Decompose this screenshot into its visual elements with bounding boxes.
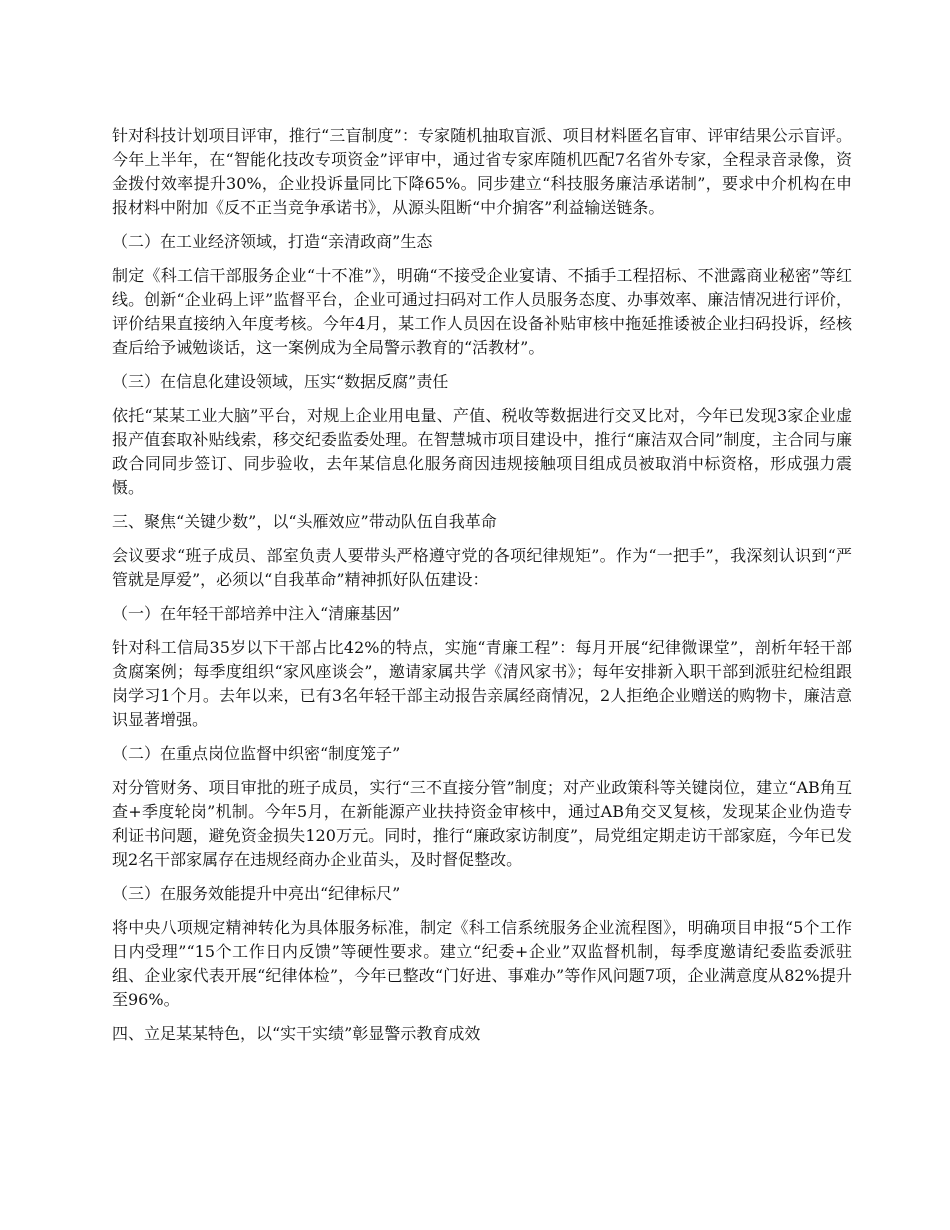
section-heading-service-efficiency: （三）在服务效能提升中亮出“纪律标尺” [112, 884, 401, 903]
body-paragraph-2: 制定《科工信干部服务企业“十不准”》，明确“不接受企业宴请、不插手工程招标、不泄露商业秘密”等红线。创新“企业码上评”监督平台，企业可通过扫码对工作人员服务态度、办事效率、廉洁情况进行评价，评价结果直接纳入年度考核。今年4月，某工作人员因在设备补贴审核中拖延推诿被企业扫码投诉，经核查后给予诫勉谈话，这一案例成为全局警示教育的“活教材”。 [112, 266, 852, 357]
section-heading-key-posts: （二）在重点岗位监督中织密“制度笼子” [112, 744, 401, 763]
body-paragraph-6: 对分管财务、项目审批的班子成员，实行“三不直接分管”制度；对产业政策科等关键岗位，建立“AB角互查+季度轮岗”机制。今年5月，在新能源产业扶持资金审核中，通过AB角交叉复核，发现某企业伪造专利证书问题，避免资金损失120万元。同时，推行“廉政家访制度”，局党组定期走访干部家庭，今年已发现2名干部家属存在违规经商办企业苗头，及时督促整改。 [112, 778, 852, 869]
body-paragraph-7: 将中央八项规定精神转化为具体服务标准，制定《科工信系统服务企业流程图》，明确项目申报“5个工作日内受理”“15个工作日内反馈”等硬性要求。建立“纪委+企业”双监督机制，每季度邀请纪委监委派驻组、企业家代表开展“纪律体检”，今年已整改“门好进、事难办”等作风问题7项，企业满意度从82%提升至96%。 [112, 918, 852, 1009]
section-heading-industrial-economy: （二）在工业经济领域，打造“亲清政商”生态 [112, 232, 433, 251]
body-paragraph-4: 会议要求“班子成员、部室负责人要带头严格遵守党的各项纪律规矩”。作为“一把手”，我深刻认识到“严管就是厚爱”，必须以“自我革命”精神抓好队伍建设： [112, 546, 852, 589]
section-heading-young-cadres: （一）在年轻干部培养中注入“清廉基因” [112, 604, 401, 623]
section-heading-key-minority: 三、聚焦“关键少数”，以“头雁效应”带动队伍自我革命 [112, 512, 497, 531]
document-page [112, 124, 852, 1056]
section-heading-local-features: 四、立足某某特色，以“实干实绩”彰显警示教育成效 [112, 1024, 481, 1043]
section-heading-informatization: （三）在信息化建设领域，压实“数据反腐”责任 [112, 372, 449, 391]
body-paragraph-3: 依托“某某工业大脑”平台，对规上企业用电量、产值、税收等数据进行交叉比对，今年已发现3家企业虚报产值套取补贴线索，移交纪委监委处理。在智慧城市项目建设中，推行“廉洁双合同”制度，主合同与廉政合同同步签订、同步验收，去年某信息化服务商因违规接触项目组成员被取消中标资格，形成强力震慑。 [112, 406, 852, 497]
body-paragraph-1: 针对科技计划项目评审，推行“三盲制度”：专家随机抽取盲派、项目材料匿名盲审、评审结果公示盲评。今年上半年，在“智能化技改专项资金”评审中，通过省专家库随机匹配7名省外专家，全程录音录像，资金拨付效率提升30%，企业投诉量同比下降65%。同步建立“科技服务廉洁承诺制”，要求中介机构在申报材料中附加《反不正当竞争承诺书》，从源头阻断“中介掮客”利益输送链条。 [112, 126, 852, 217]
body-paragraph-5: 针对科工信局35岁以下干部占比42%的特点，实施“青廉工程”：每月开展“纪律微课堂”，剖析年轻干部贪腐案例；每季度组织“家风座谈会”，邀请家属共学《清风家书》；每年安排新入职干部到派驻纪检组跟岗学习1个月。去年以来，已有3名年轻干部主动报告亲属经商情况，2人拒绝企业赠送的购物卡，廉洁意识显著增强。 [112, 638, 852, 729]
